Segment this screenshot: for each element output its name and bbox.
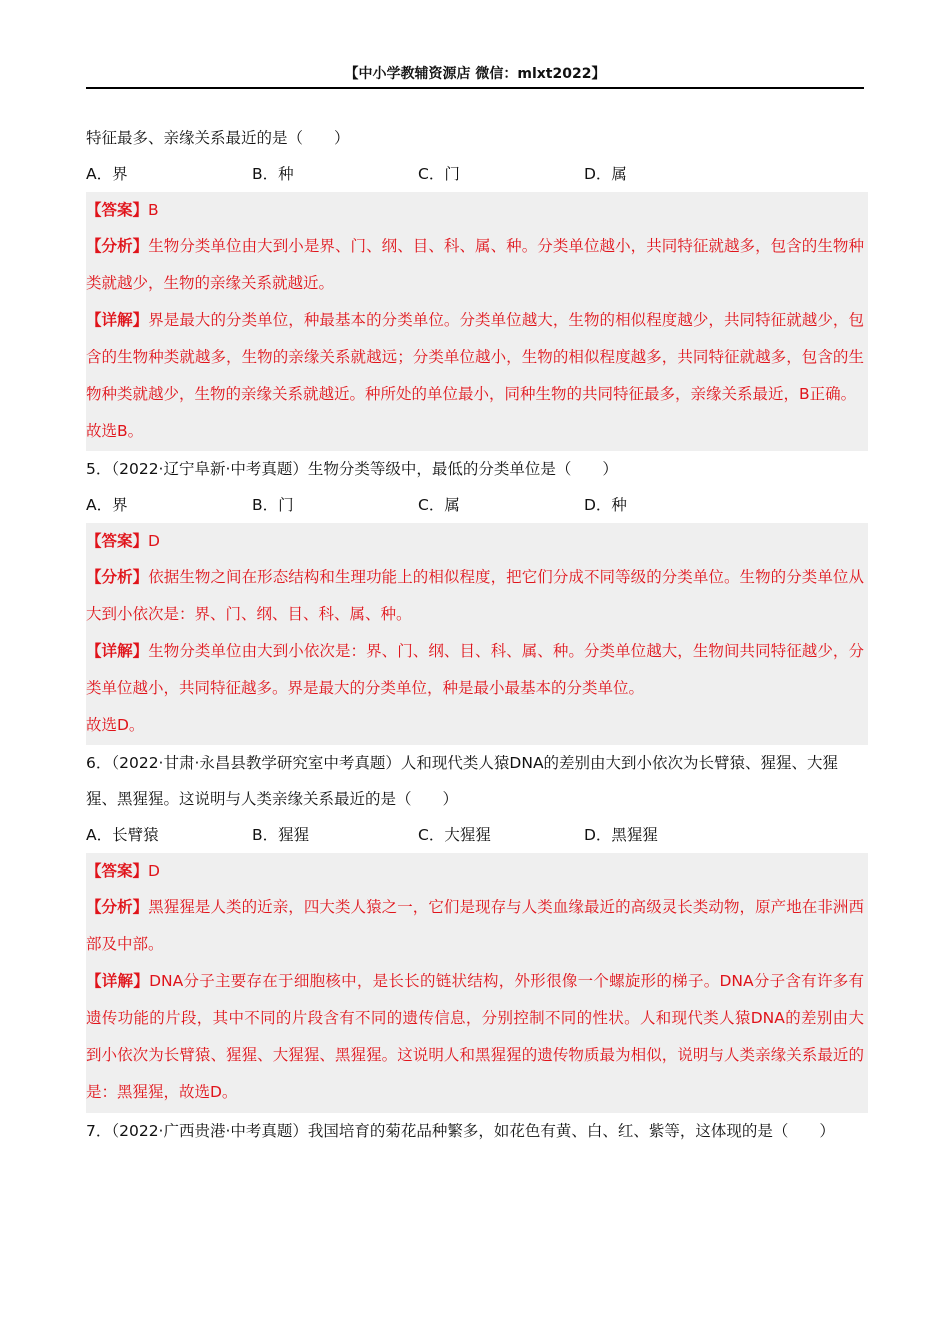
answer-tag: 【答案】 (86, 201, 149, 219)
header-rule (86, 87, 864, 89)
q6-option-c: C．大猩猩 (418, 826, 491, 844)
q6-option-a: A．长臂猿 (86, 826, 159, 844)
q4-stem: 特征最多、亲缘关系最近的是（ ） (86, 129, 350, 147)
content (86, 120, 866, 1149)
q6-option-d: D．黑猩猩 (584, 826, 658, 844)
q4-option-b: B．种 (252, 165, 294, 183)
q5-options (86, 487, 866, 523)
detail-text: 界是最大的分类单位，种最基本的分类单位。分类单位越大，生物的相似程度越少，共同特征就越少，包含的生物种类就越多，生物的亲缘关系就越远；分类单位越小，生物的相似程度越多，共同特征就越多，包含的生物种类就越少，生物的亲缘关系就越近。种所处的单位最小，同种生物的共同特征最多，亲缘关系最近，B正确。 (86, 311, 864, 403)
answer-tag: 【答案】 (86, 862, 149, 880)
analysis-tag: 【分析】 (86, 898, 149, 916)
q4-detail (86, 302, 864, 413)
q6-options (86, 817, 866, 853)
analysis-tag: 【分析】 (86, 237, 149, 255)
answer-value: D (148, 532, 160, 550)
q6-option-b: B．猩猩 (252, 826, 310, 844)
page-header: 【中小学教辅资源店 微信：mlxt2022】 (344, 66, 606, 82)
q4-option-d: D．属 (584, 165, 627, 183)
q6-solution-box (86, 853, 868, 1113)
detail-text: 生物分类单位由大到小依次是：界、门、纲、目、科、属、种。分类单位越大，生物间共同特征越少，分类单位越小，共同特征越多。界是最大的分类单位，种是最小最基本的分类单位。 (86, 642, 864, 697)
q4-option-c: C．门 (418, 165, 460, 183)
q4-conclusion: 故选B。 (86, 422, 144, 440)
analysis-text: 黑猩猩是人类的近亲，四大类人猿之一，它们是现存与人类血缘最近的高级灵长类动物，原产地在非洲西部及中部。 (86, 898, 864, 953)
answer-value: B (148, 201, 159, 219)
q4-options (86, 156, 866, 192)
detail-tag: 【详解】 (86, 642, 149, 660)
q5-answer (86, 523, 864, 559)
q5-option-a: A．界 (86, 496, 128, 514)
answer-value: D (148, 862, 160, 880)
detail-tag: 【详解】 (86, 311, 149, 329)
q7-stem: 7．（2022·广西贵港·中考真题）我国培育的菊花品种繁多，如花色有黄、白、红、紫等，这体现的是（ ） (86, 1122, 835, 1140)
q6-stem: 6．（2022·甘肃·永昌县教学研究室中考真题）人和现代类人猿DNA的差别由大到小依次为长臂猿、猩猩、大猩猩、黑猩猩。这说明与人类亲缘关系最近的是（ ） (86, 754, 839, 808)
q5-analysis (86, 559, 864, 633)
q5-solution-box (86, 523, 868, 745)
q5-option-c: C．属 (418, 496, 460, 514)
analysis-tag: 【分析】 (86, 568, 149, 586)
q4-answer (86, 192, 864, 228)
analysis-text: 依据生物之间在形态结构和生理功能上的相似程度，把它们分成不同等级的分类单位。生物的分类单位从大到小依次是：界、门、纲、目、科、属、种。 (86, 568, 864, 623)
q4-solution-box (86, 192, 868, 451)
q4-option-a: A．界 (86, 165, 128, 183)
detail-tag: 【详解】 (86, 972, 150, 990)
analysis-text: 生物分类单位由大到小是界、门、纲、目、科、属、种。分类单位越小，共同特征就越多，包含的生物种类就越少，生物的亲缘关系就越近。 (86, 237, 864, 292)
q5-conclusion: 故选D。 (86, 716, 145, 734)
q5-option-d: D．种 (584, 496, 627, 514)
answer-tag: 【答案】 (86, 532, 149, 550)
q5-option-b: B．门 (252, 496, 294, 514)
q6-detail (86, 963, 864, 1111)
q6-answer (86, 853, 864, 889)
q5-detail (86, 633, 864, 707)
q5-stem: 5．（2022·辽宁阜新·中考真题）生物分类等级中，最低的分类单位是（ ） (86, 460, 618, 478)
detail-text: DNA分子主要存在于细胞核中，是长长的链状结构，外形很像一个螺旋形的梯子。DNA分子含有许多有遗传功能的片段，其中不同的片段含有不同的遗传信息，分别控制不同的性状。人和现代类人猿DNA的差别由大到小依次为长臂猿、猩猩、大猩猩、黑猩猩。这说明人和黑猩猩的遗传物质最为相似，说明与人类亲缘关系最近的是：黑猩猩，故选D。 (86, 972, 864, 1101)
q6-analysis (86, 889, 864, 963)
q4-analysis (86, 228, 864, 302)
